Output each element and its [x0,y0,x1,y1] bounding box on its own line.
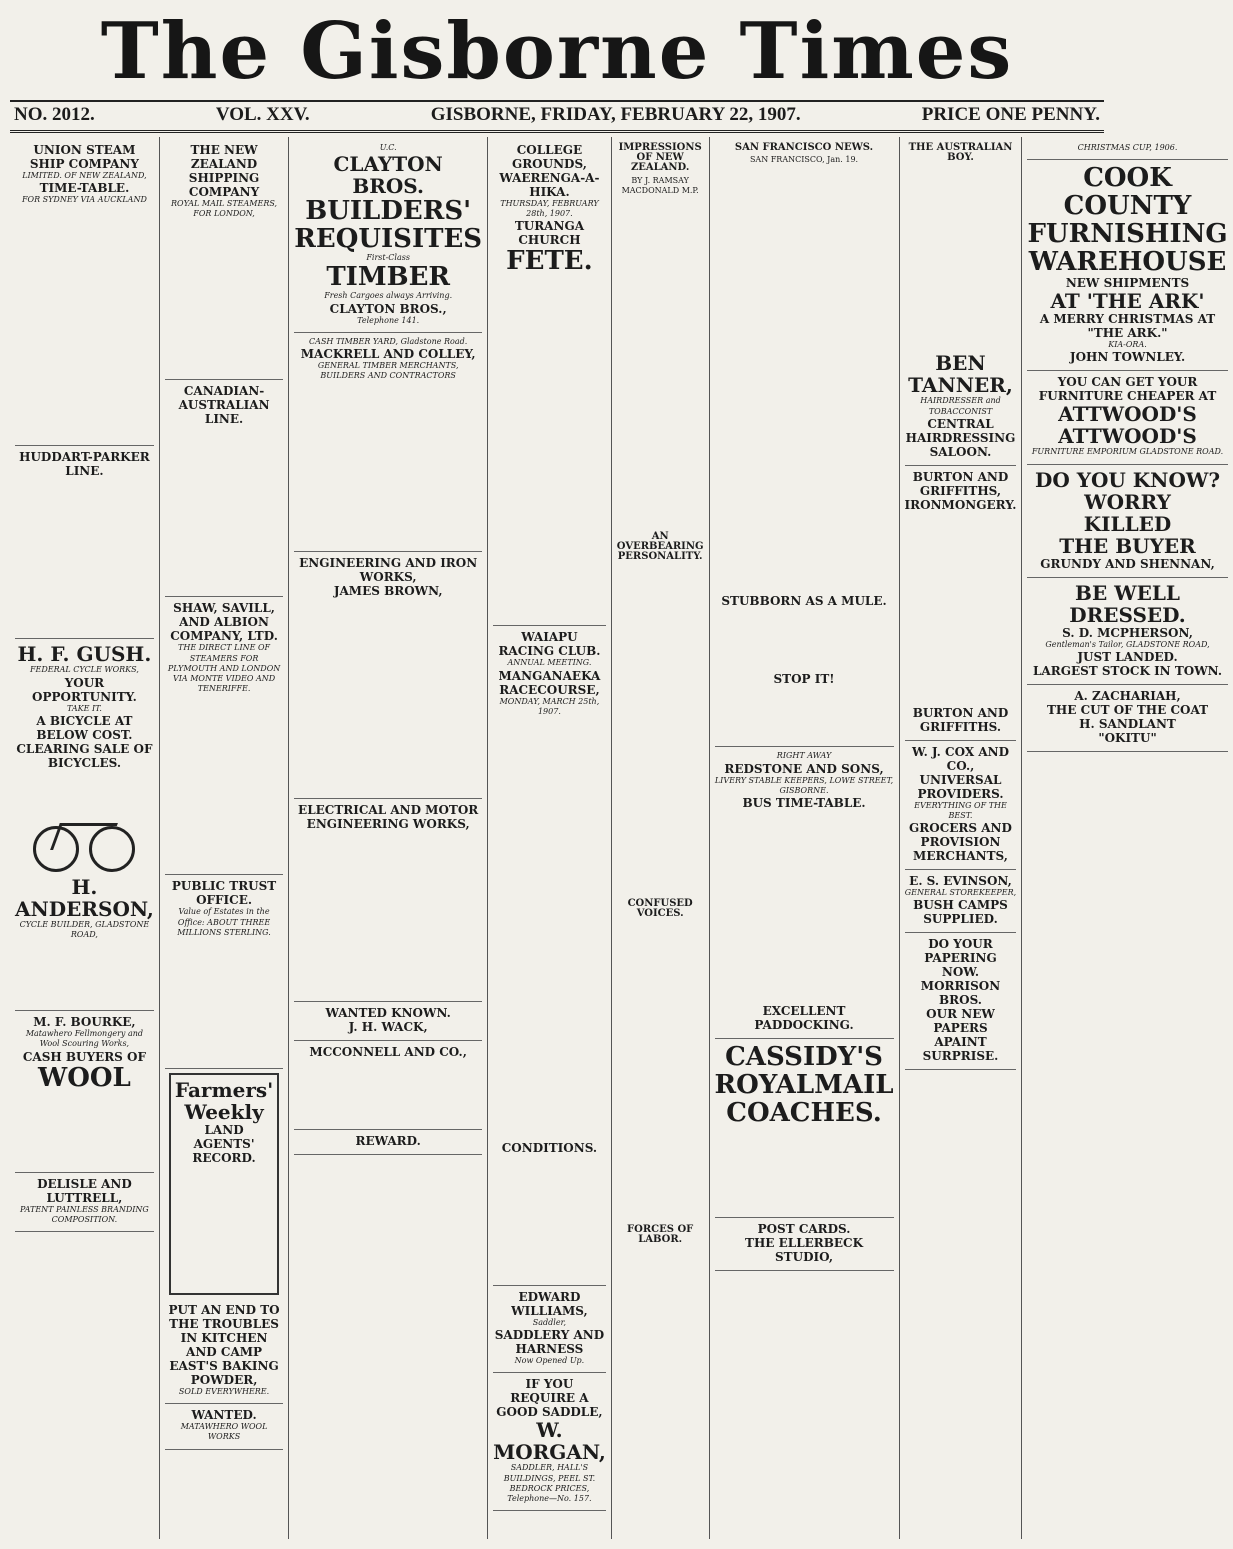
ad-subheading: FURNITURE EMPORIUM GLADSTONE ROAD. [1031,447,1224,457]
ad-body-placeholder [165,221,283,371]
morrison-ad [905,933,1017,1070]
ad-subheading: CHRISTMAS CUP, 1906. [1077,143,1178,152]
ad-body-placeholder [15,1094,154,1164]
ad-body-placeholder [175,1167,273,1287]
ad-heading: Farmers' Weekly [174,1078,274,1125]
east-baking-ad [165,1299,283,1404]
ad-heading: HUDDART-PARKER LINE. [19,450,150,479]
ad-heading: STUBBORN AS A MULE. [721,594,887,609]
ad-heading: YOU CAN GET YOUR FURNITURE CHEAPER AT [1038,375,1217,404]
ad-heading: TIME-TABLE. [39,181,130,196]
ad-body-placeholder [165,940,283,1060]
ad-subheading: Gentleman's Tailor, GLADSTONE ROAD, [1045,639,1210,649]
ad-heading: ENGINEERING AND IRON WORKS, [299,556,478,585]
ad-heading: BEN TANNER, [908,351,1013,398]
ad-heading: UNION STEAM SHIP COMPANY [29,143,139,171]
article-body-placeholder [715,167,894,587]
ad-subheading: Fresh Cargoes always Arriving. [324,291,453,301]
ad-heading: EDWARD WILLIAMS, [511,1290,588,1319]
columns [10,137,1228,1539]
ad-heading: "OKITU" [1098,730,1157,745]
article-san-francisco [715,143,894,587]
volume: VOL. XXV. [215,104,310,125]
ad-heading: UNIVERSAL PROVIDERS. [917,772,1004,801]
ad-heading: IRONMONGERY. [904,497,1017,512]
ad-heading: JAMES BROWN, [333,584,443,599]
mcpherson-ad [1027,578,1227,685]
ad-heading: REDSTONE AND SONS, [724,761,884,776]
column-1 [10,137,160,1539]
ad-body-placeholder [294,600,482,790]
ad-subheading: LIVERY STABLE KEEPERS, LOWE STREET, GISBORNE. [714,775,894,795]
gush-ad [15,639,154,1011]
ad-heading: DELISLE AND LUTTRELL, [37,1176,132,1205]
ad-heading: SHAW, SAVILL, AND ALBION COMPANY, LTD. [170,601,278,644]
ad-subheading: First-Class [366,253,410,263]
ad-body-placeholder [493,277,606,617]
article-body-placeholder [617,565,704,895]
price: PRICE ONE PENNY. [921,104,1100,125]
article-heading: SAN FRANCISCO NEWS. [734,142,874,153]
ad-heading: E. S. EVINSON, [909,874,1012,889]
ad-subheading: SOLD EVERYWHERE. [178,1387,270,1397]
ad-subheading: LIMITED. OF NEW ZEALAND, [22,171,147,180]
ad-heading: MANGANAEKA RACECOURSE, [498,668,601,697]
ad-subheading: PATENT PAINLESS BRANDING COMPOSITION. [20,1204,149,1224]
union-steam-ad [15,139,154,446]
ad-body-placeholder [294,1061,482,1121]
ad-heading: TIMBER [326,262,451,293]
ad-body-placeholder [493,719,606,1139]
ad-heading: REWARD. [355,1134,421,1149]
ad-subheading: KIA-ORA. [1108,340,1147,350]
mackrell-ad [294,333,482,553]
nzsc-ad [165,139,283,380]
ad-heading: H. ANDERSON, [15,874,154,921]
ad-heading: CLAYTON BROS., [329,301,447,316]
ad-subheading: GENERAL STOREKEEPER, [904,888,1017,898]
article-byline: SAN FRANCISCO, Jan. 19. [749,155,859,165]
ad-subheading: GENERAL TIMBER MERCHANTS, BUILDERS AND CONTRACTORS [317,361,459,381]
cox-ad [905,741,1017,870]
ad-heading: THE BUYER [1059,533,1196,558]
ad-heading: MACKRELL AND COLLEY, [300,347,476,362]
ad-heading: S. D. MCPHERSON, [1062,625,1193,640]
ad-body-placeholder [15,942,154,1002]
electrical-ad [294,799,482,1002]
ad-heading: WOOL [38,1062,131,1093]
ad-heading: PUBLIC TRUST OFFICE. [171,879,277,908]
masthead-title: The Gisborne Times [100,6,1014,97]
ad-heading: ELECTRICAL AND MOTOR ENGINEERING WORKS, [298,803,479,832]
column-8 [1022,137,1232,1539]
clayton-ad [294,139,482,333]
shaw-savill-ad [165,597,283,875]
ad-subheading: ROYAL MAIL STEAMERS, FOR LONDON, [171,199,278,219]
ad-heading: BUSH CAMPS SUPPLIED. [913,898,1008,927]
cook-county-ad [1027,160,1227,371]
wanted-ad [165,1404,283,1449]
ad-subheading: Telephone 141. [357,315,420,325]
column-4 [488,137,612,1539]
ad-heading: BUS TIME-TABLE. [742,796,866,811]
evinson-ad [905,870,1017,933]
issue-number: NO. 2012. [14,104,95,125]
ad-heading: ATTWOOD'S [1058,424,1197,449]
ad-subheading: SADDLER, HALL'S BUILDINGS, PEEL ST. BEDROCK PRICES, Telephone—No. 157. [503,1463,596,1504]
ad-subheading: FEDERAL CYCLE WORKS, [29,665,139,675]
dateline [10,100,1104,133]
reward-ad [294,1130,482,1155]
stubborn-ad [715,590,894,747]
ad-heading: W. J. COX AND CO., [911,744,1009,773]
ad-heading: IF YOU REQUIRE A GOOD SADDLE, [496,1377,603,1420]
ad-heading: BE WELL DRESSED. [1069,580,1186,627]
ad-heading: A. ZACHARIAH, [1074,688,1181,703]
ad-heading: WANTED KNOWN. [325,1006,451,1021]
ad-body-placeholder [715,610,894,670]
ad-heading: H. F. GUSH. [17,642,152,667]
ad-body-placeholder [715,812,894,1002]
ad-heading: THE ELLERBECK STUDIO, [745,1236,864,1265]
canadian-ad [165,380,283,597]
james-brown-ad [294,552,482,799]
ad-subheading: EVERYTHING OF THE BEST. [914,800,1007,821]
ad-heading: WANTED. [191,1408,257,1423]
article-impressions [617,143,704,1527]
ad-heading: BUILDERS' REQUISITES [294,196,483,255]
ad-body-placeholder [15,480,154,630]
ad-body-placeholder [165,428,283,588]
williams-ad [493,1286,606,1373]
article-body-placeholder [905,165,1017,345]
ad-heading: PUT AN END TO THE TROUBLES IN KITCHEN AND CAMP [168,1303,280,1360]
ad-heading: LARGEST STOCK IN TOWN. [1032,663,1223,678]
ad-heading: COLLEGE GROUNDS, WAERENGA-A-HIKA. [499,143,600,199]
ad-body-placeholder [15,207,154,437]
ad-heading: H. SANDLANT [1079,716,1176,731]
ad-heading: YOUR OPPORTUNITY. [32,675,137,704]
article-body-placeholder [617,1247,704,1527]
ad-heading: BURTON AND GRIFFITHS, [912,469,1009,498]
ad-subheading: Now Opened Up. [514,1356,585,1366]
ad-heading: W. MORGAN, [493,1418,606,1465]
ad-heading: CANADIAN-AUSTRALIAN LINE. [178,384,270,427]
mcconnell-ad [294,1041,482,1130]
article-body-placeholder [617,198,704,528]
ad-subheading: RIGHT AWAY [776,751,832,761]
ad-heading: COOK COUNTY FURNISHING WAREHOUSE [1027,163,1228,278]
ad-subheading: Value of Estates in the Office: ABOUT THREE MILLIONS STERLING. [177,907,271,937]
ad-heading: STOP IT! [773,672,835,687]
article-body-placeholder [617,921,704,1221]
ad-heading: WAIAPU RACING CLUB. [498,630,601,659]
article-heading: THE AUSTRALIAN BOY. [908,142,1013,164]
ad-heading: JOHN TOWNLEY. [1069,350,1186,365]
ad-heading: A MERRY CHRISTMAS AT "THE ARK." [1039,312,1216,341]
ad-subheading: CASH TIMBER YARD, Gladstone Road. [309,336,468,346]
article-australian-boy [905,143,1017,345]
bicycle-illustration [29,806,139,872]
ben-tanner-ad [905,348,1017,465]
ad-heading: LAND AGENTS' RECORD. [192,1123,256,1166]
cassidy-ad [715,1039,894,1218]
ad-heading: THE CUT OF THE COAT [1047,702,1209,717]
ad-heading: A BICYCLE AT BELOW COST. [36,713,133,742]
issue-date: GISBORNE, FRIDAY, FEBRUARY 22, 1907. [430,104,801,125]
ad-heading: CLAYTON BROS. [333,152,443,199]
ad-heading: CASH BUYERS OF [22,1049,146,1064]
ad-body-placeholder [15,772,154,802]
ad-heading: J. H. WACK, [348,1020,428,1035]
ad-heading: TURANGA CHURCH [514,219,585,248]
zachariah-ad [1027,685,1227,752]
racing-club-ad [493,626,606,1286]
ad-subheading: Matawhero Fellmongery and Wool Scouring Works, [25,1029,143,1049]
ad-subheading: MATAWHERO WOOL WORKS [180,1422,268,1442]
wack-ad [294,1002,482,1041]
article-heading: IMPRESSIONS OF NEW ZEALAND. [618,142,702,174]
ad-heading: MORRISON BROS. [920,979,1001,1008]
column-6 [710,137,900,1539]
ad-subheading: THURSDAY, FEBRUARY 28th, 1907. [500,199,599,219]
ellerbeck-ad [715,1218,894,1271]
ad-heading: DO YOUR PAPERING NOW. [924,937,997,980]
farmers-weekly-ad [169,1073,279,1295]
ad-heading: BURTON AND GRIFFITHS. [912,705,1009,734]
ad-heading: DO YOU KNOW? [1034,467,1221,492]
ad-heading: MCCONNELL AND CO., [309,1045,467,1060]
ad-heading: THE NEW ZEALAND SHIPPING COMPANY [188,143,260,199]
ad-subheading: U.C. [379,143,397,152]
ad-heading: GRUNDY AND SHENNAN, [1040,556,1215,571]
ad-subheading: FOR SYDNEY VIA AUCKLAND [21,195,147,205]
christmas-cup-ad [1027,139,1227,160]
ad-heading: CLEARING SALE OF BICYCLES. [16,741,153,770]
ad-heading: CASSIDY'S ROYALMAIL COACHES. [714,1042,894,1129]
ad-subheading: ANNUAL MEETING. [507,658,592,668]
ad-body-placeholder [715,1129,894,1209]
morgan-ad [493,1373,606,1511]
column-7 [900,137,1023,1539]
ad-heading: CENTRAL HAIRDRESSING SALOON. [905,416,1016,459]
ad-heading: POST CARDS. [757,1222,851,1237]
ad-body-placeholder [905,514,1017,704]
column-5 [612,137,710,1539]
ad-body-placeholder [165,696,283,866]
newspaper-page [10,4,1228,1539]
ad-heading: ATTWOOD'S [1058,402,1197,427]
ad-body-placeholder [294,383,482,543]
ad-heading: JUST LANDED. [1077,649,1178,664]
delisle-ad [15,1173,154,1232]
ad-heading: FETE. [506,246,593,277]
ad-heading: APAINT SURPRISE. [922,1035,999,1064]
ad-heading: CONDITIONS. [501,1141,598,1156]
bourke-ad [15,1011,154,1172]
ad-heading: OUR NEW PAPERS [926,1007,995,1036]
redstone-ad [715,747,894,1039]
ad-heading: WORRY [1084,489,1171,514]
article-subheading: AN OVERBEARING PERSONALITY. [616,531,704,563]
ad-body-placeholder [715,688,894,738]
ad-body-placeholder [493,1157,606,1277]
column-3 [289,137,488,1539]
ad-subheading: HAIRDRESSER and TOBACCONIST [920,396,1001,416]
ad-heading: GROCERS AND PROVISION MERCHANTS, [909,821,1012,864]
article-subheading: FORCES OF LABOR. [627,1224,694,1246]
article-byline: BY J. RAMSAY MACDONALD M.P. [621,175,699,195]
ad-heading: EXCELLENT PADDOCKING. [754,1004,854,1033]
burton-ad [905,466,1017,741]
ad-heading: SADDLERY AND HARNESS [494,1328,605,1357]
fete-ad [493,139,606,626]
ad-heading: EAST'S BAKING POWDER, [169,1359,279,1388]
ad-body-placeholder [294,833,482,993]
huddart-ad [15,446,154,639]
ad-subheading: Saddler, [532,1318,567,1328]
ad-heading: NEW SHIPMENTS [1065,276,1190,291]
ad-subheading: TAKE IT. [66,703,102,713]
ad-subheading: THE DIRECT LINE OF STEAMERS FOR PLYMOUTH AND LONDON VIA MONTE VIDEO AND TENERIFFE. [167,643,281,694]
column-2 [160,137,289,1539]
attwood-ad [1027,371,1227,464]
article-subheading: CONFUSED VOICES. [627,897,693,919]
do-you-know-ad [1027,465,1227,578]
ad-subheading: MONDAY, MARCH 25th, 1907. [499,696,600,716]
ad-heading: M. F. BOURKE, [33,1015,136,1030]
ad-subheading: CYCLE BUILDER, GLADSTONE ROAD, [19,919,150,940]
ad-heading: AT 'THE ARK' [1050,289,1205,314]
public-trust-ad [165,875,283,1069]
ad-heading: KILLED [1083,511,1172,536]
